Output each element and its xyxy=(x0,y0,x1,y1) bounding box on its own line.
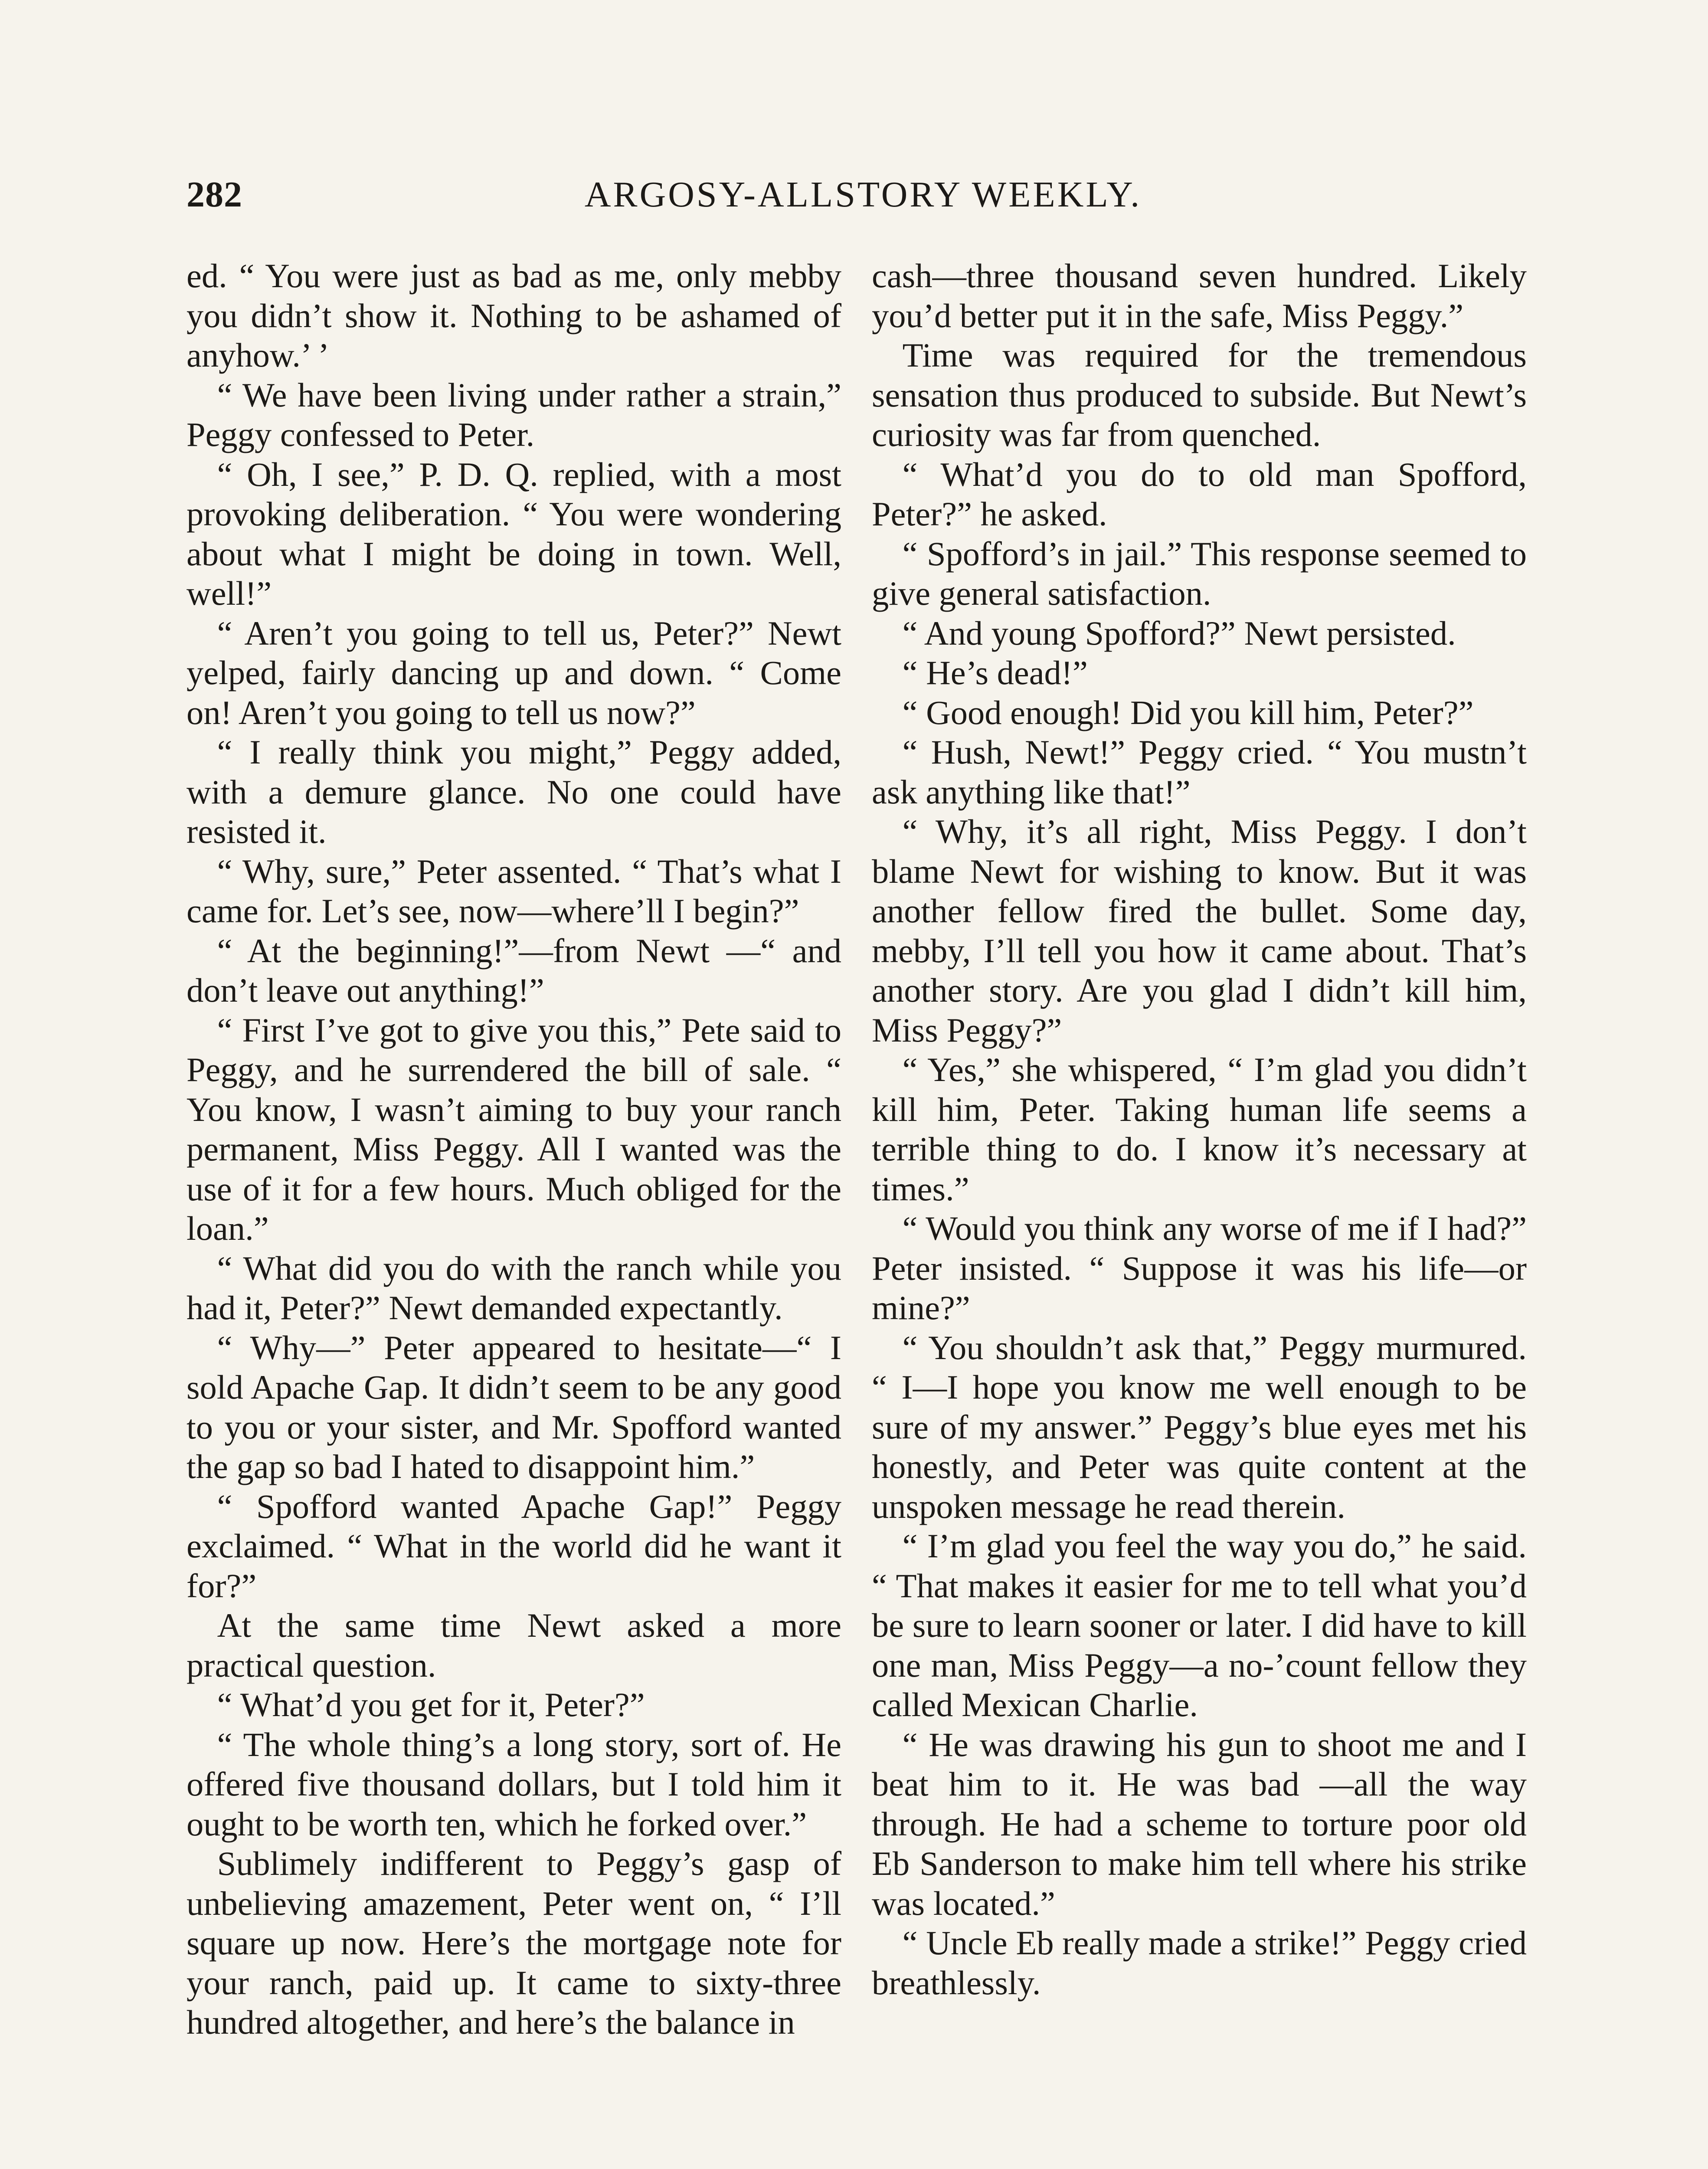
paragraph: “ What’d you get for it, Peter?” xyxy=(217,1686,645,1723)
paragraph: “ Spofford’s in jail.” This response seemed to give general satisfaction. xyxy=(872,534,1527,612)
paragraph: At the same time Newt asked a more practical question. xyxy=(187,1606,841,1684)
paragraph: “ You shouldn’t ask that,” Peggy murmured. “ I—I hope you know me well enough to be sure of my answer.” Peggy’s blue eyes met his honestly, and Peter was quite content at the unspoken message he read therein. xyxy=(872,1328,1527,1525)
paragraph: “ At the beginning!”—from Newt —“ and don’t leave out anything!” xyxy=(187,931,841,1009)
paragraph: “ I really think you might,” Peggy added, with a demure glance. No one could have resisted it. xyxy=(187,733,841,850)
paragraph: “ Oh, I see,” P. D. Q. replied, with a most provoking deliberation. “ You were wondering about what I might be doing in town. Well, well!” xyxy=(187,455,841,612)
paragraph: “ I’m glad you feel the way you do,” he said. “ That makes it easier for me to tell what you’d be sure to learn sooner or later. I did have to kill one man, Miss Peggy—a no-’count fellow they called Mexican Charlie. xyxy=(872,1527,1527,1723)
paragraph: “ What’d you do to old man Spofford, Peter?” he asked. xyxy=(872,455,1527,533)
paragraph: “ Why—” Peter appeared to hesitate—“ I sold Apache Gap. It didn’t seem to be any good to you or your sister, and Mr. Spofford wanted the gap so bad I hated to disappoint him.” xyxy=(187,1328,841,1485)
paragraph: “ Hush, Newt!” Peggy cried. “ You mustn’t ask anything like that!” xyxy=(872,733,1527,811)
paragraph: “ And young Spofford?” Newt persisted. xyxy=(902,614,1456,652)
paragraph: “ Spofford wanted Apache Gap!” Peggy exclaimed. “ What in the world did he want it for?” xyxy=(187,1487,841,1605)
paragraph: “ We have been living under rather a strain,” Peggy confessed to Peter. xyxy=(187,376,841,453)
paragraph: “ Uncle Eb really made a strike!” Peggy cried breathlessly. xyxy=(872,1924,1527,2002)
paragraph: “ Would you think any worse of me if I had?” Peter insisted. “ Suppose it was his life—or mine?” xyxy=(872,1209,1527,1327)
paragraph: Sublimely indifferent to Peggy’s gasp of unbelieving amazement, Peter went on, “ I’ll square up now. Here’s the mortgage note for your ranch, paid up. It came to sixty-three hundred altogether, and here’s the balance in xyxy=(187,1845,841,2041)
right-column xyxy=(872,256,1527,2002)
left-column xyxy=(187,256,841,2042)
paragraph: “ He was drawing his gun to shoot me and I beat him to it. He was bad —all the way through. He had a scheme to torture poor old Eb Sanderson to make him tell where his strike was located.” xyxy=(872,1725,1527,1922)
paragraph: ed. “ You were just as bad as me, only mebby you didn’t show it. Nothing to be ashamed of anyhow.’ ’ xyxy=(187,257,841,374)
page-number: 282 xyxy=(187,174,242,215)
paragraph: cash—three thousand seven hundred. Likely you’d better put it in the safe, Miss Peggy.” xyxy=(872,257,1527,334)
paragraph: “ Why, it’s all right, Miss Peggy. I don’t blame Newt for wishing to know. But it was another fellow fired the bullet. Some day, mebby, I’ll tell you how it came about. That’s another story. Are you glad I didn’t kill him, Miss Peggy?” xyxy=(872,813,1527,1049)
paragraph: “ Good enough! Did you kill him, Peter?” xyxy=(902,693,1474,731)
paragraph: “ What did you do with the ranch while you had it, Peter?” Newt demanded expectantly. xyxy=(187,1249,841,1327)
paragraph: Time was required for the tremendous sensation thus produced to subside. But Newt’s curiosity was far from quenched. xyxy=(872,336,1527,453)
paragraph: “ He’s dead!” xyxy=(902,654,1088,691)
page-header xyxy=(187,174,1540,226)
paragraph: “ Why, sure,” Peter assented. “ That’s what I came for. Let’s see, now—where’ll I begin?” xyxy=(187,852,841,930)
running-head: ARGOSY-ALLSTORY WEEKLY. xyxy=(584,174,1142,215)
paragraph: “ Aren’t you going to tell us, Peter?” Newt yelped, fairly dancing up and down. “ Come on! Aren’t you going to tell us now?” xyxy=(187,614,841,731)
paragraph: “ Yes,” she whispered, “ I’m glad you didn’t kill him, Peter. Taking human life seems a terrible thing to do. I know it’s necessary at times.” xyxy=(872,1051,1527,1208)
paragraph: “ The whole thing’s a long story, sort of. He offered five thousand dollars, but I told him it ought to be worth ten, which he forked over.” xyxy=(187,1725,841,1843)
paragraph: “ First I’ve got to give you this,” Pete said to Peggy, and he surrendered the bill of sale. “ You know, I wasn’t aiming to buy your ranch permanent, Miss Peggy. All I wanted was the use of it for a few hours. Much obliged for the loan.” xyxy=(187,1011,841,1247)
